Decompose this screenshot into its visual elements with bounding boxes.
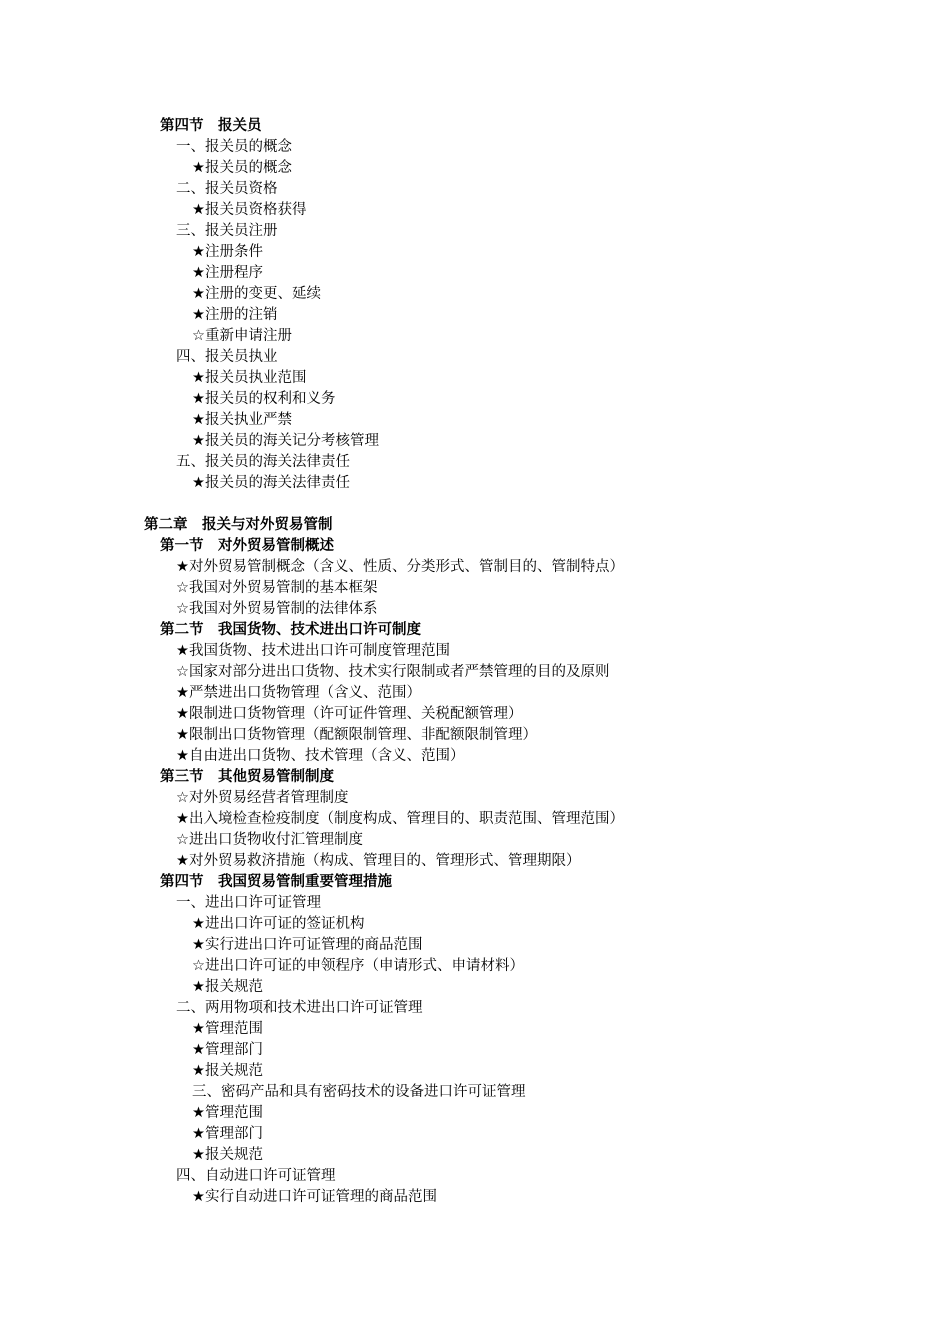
outline-item: ★管理部门 [192,1042,263,1058]
outline-item: ★报关规范 [192,1063,263,1079]
outline-item: 二、两用物项和技术进出口许可证管理 [176,1000,423,1016]
outline-item: ★对外贸易管制概念（含义、性质、分类形式、管制目的、管制特点） [176,559,624,575]
outline-item: 一、进出口许可证管理 [176,895,321,911]
outline-item: ☆进出口许可证的申领程序（申请形式、申请材料） [192,958,524,974]
outline-item: ★限制出口货物管理（配额限制管理、非配额限制管理） [176,727,537,743]
section-heading: 第四节 报关员 [160,118,262,134]
outline-item: ★对外贸易救济措施（构成、管理目的、管理形式、管理期限） [176,853,581,869]
outline-item: ★我国货物、技术进出口许可制度管理范围 [176,643,450,659]
outline-item: ★报关规范 [192,1147,263,1163]
outline-item: ☆国家对部分进出口货物、技术实行限制或者严禁管理的目的及原则 [176,664,610,680]
outline-item: ★限制进口货物管理（许可证件管理、关税配额管理） [176,706,523,722]
outline-item: ★报关规范 [192,979,263,995]
outline-item: ☆重新申请注册 [192,328,292,344]
outline-item: ★注册的注销 [192,307,278,323]
section-heading: 第一节 对外贸易管制概述 [160,538,334,554]
outline-item: 五、报关员的海关法律责任 [176,454,350,470]
outline-item: ★注册条件 [192,244,263,260]
outline-item: ★出入境检查检疫制度（制度构成、管理目的、职责范围、管理范围） [176,811,624,827]
outline-item: ★管理部门 [192,1126,263,1142]
outline-item: ★报关执业严禁 [192,412,292,428]
outline-item: ★管理范围 [192,1105,263,1121]
outline-item: ★管理范围 [192,1021,263,1037]
outline-item: 三、密码产品和具有密码技术的设备进口许可证管理 [192,1084,526,1100]
outline-item: 二、报关员资格 [176,181,278,197]
outline-item: ★注册的变更、延续 [192,286,321,302]
outline-item: ☆对外贸易经营者管理制度 [176,790,349,806]
outline-item: ☆我国对外贸易管制的法律体系 [176,601,378,617]
section-heading: 第四节 我国贸易管制重要管理措施 [160,874,392,890]
outline-item: 三、报关员注册 [176,223,278,239]
outline-item: ★报关员的海关记分考核管理 [192,433,379,449]
outline-item: 四、自动进口许可证管理 [176,1168,336,1184]
outline-item: ★报关员资格获得 [192,202,307,218]
outline-item: ★严禁进出口货物管理（含义、范围） [176,685,421,701]
outline-item: ★报关员的概念 [192,160,292,176]
outline-item: 一、报关员的概念 [176,139,292,155]
section-heading: 第二节 我国货物、技术进出口许可制度 [160,622,421,638]
section-heading: 第三节 其他贸易管制制度 [160,769,334,785]
outline-item: ☆进出口货物收付汇管理制度 [176,832,363,848]
outline-item: ★报关员执业范围 [192,370,307,386]
chapter-heading: 第二章 报关与对外贸易管制 [144,517,333,533]
outline-item: ★进出口许可证的签证机构 [192,916,365,932]
outline-item: ☆我国对外贸易管制的基本框架 [176,580,378,596]
outline-item: ★报关员的权利和义务 [192,391,336,407]
outline-item: ★注册程序 [192,265,263,281]
outline-item: ★实行自动进口许可证管理的商品范围 [192,1189,437,1205]
outline-item: ★报关员的海关法律责任 [192,475,350,491]
outline-item: ★自由进出口货物、技术管理（含义、范围） [176,748,465,764]
outline-item: ★实行进出口许可证管理的商品范围 [192,937,423,953]
outline-item: 四、报关员执业 [176,349,278,365]
